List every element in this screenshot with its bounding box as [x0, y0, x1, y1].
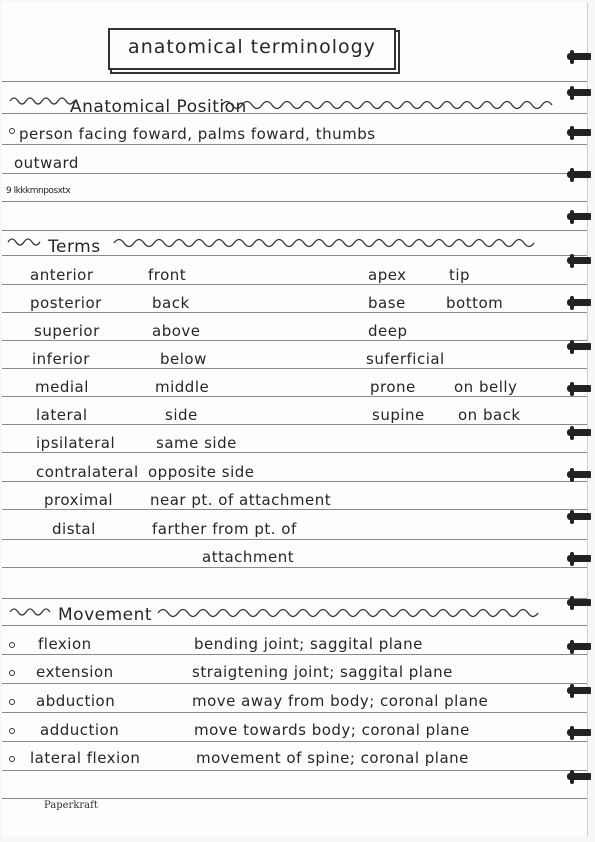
- spiral-ring: [567, 296, 591, 310]
- term-anterior: anterior: [30, 266, 94, 284]
- ruled-line: [2, 173, 587, 174]
- ruled-line: [2, 452, 587, 453]
- spiral-ring: [567, 726, 591, 740]
- term-ipsilateral: ipsilateral: [36, 434, 116, 452]
- term-lateral: lateral: [36, 406, 88, 424]
- spiral-ring: [567, 340, 591, 354]
- spiral-ring: [567, 426, 591, 440]
- term-contralateral: contralateral: [36, 463, 139, 481]
- spiral-ring: [567, 382, 591, 396]
- ruled-line: [2, 424, 587, 425]
- ruled-line: [2, 712, 587, 713]
- term-base: base: [368, 294, 406, 312]
- term-posterior: posterior: [30, 294, 102, 312]
- term-apex: apex: [368, 266, 407, 284]
- spiral-ring: [567, 468, 591, 482]
- heading-squiggle-right: [158, 606, 542, 620]
- spiral-ring: [567, 126, 591, 140]
- term-medial-meaning: middle: [155, 378, 210, 396]
- page-title: anatomical terminology: [128, 36, 376, 58]
- anatomical-position-note: person facing foward, palms foward, thumbs: [19, 125, 376, 143]
- terms-heading: Terms: [48, 237, 101, 257]
- term-posterior-meaning: back: [152, 294, 190, 312]
- ruled-line: [2, 741, 587, 742]
- term-inferior: inferior: [32, 350, 90, 368]
- ruled-line: [2, 598, 587, 599]
- lined-paper: [2, 2, 588, 837]
- bullet: [9, 756, 15, 762]
- heading-squiggle-left: [10, 94, 74, 108]
- spiral-ring: [567, 684, 591, 698]
- spiral-ring: [567, 86, 591, 100]
- term-proximal: proximal: [44, 491, 114, 509]
- term-distal-meaning: farther from pt. of: [152, 520, 297, 538]
- term-inferior-meaning: below: [160, 350, 207, 368]
- term-base-meaning: bottom: [446, 294, 504, 312]
- term-contralateral-meaning: opposite side: [148, 463, 255, 481]
- term-apex-meaning: tip: [449, 266, 471, 284]
- bullet: [9, 642, 15, 648]
- term-superior: superior: [34, 322, 100, 340]
- spiral-ring: [567, 210, 591, 224]
- ruled-line: [2, 368, 587, 369]
- term-suferficial: suferficial: [366, 350, 445, 368]
- ruled-line: [2, 312, 587, 313]
- ruled-line: [2, 770, 587, 771]
- spiral-ring: [567, 254, 591, 268]
- ruled-line: [2, 509, 587, 510]
- anatomical-position-heading: Anatomical Position: [70, 97, 247, 117]
- ruled-line: [2, 81, 587, 82]
- ruled-line: [2, 798, 587, 799]
- heading-squiggle-right: [114, 236, 544, 250]
- term-deep: deep: [368, 322, 408, 340]
- ruled-line: [2, 683, 587, 684]
- movement-lateral-flexion: lateral flexion: [30, 749, 141, 767]
- heading-squiggle-left: [8, 236, 44, 248]
- movement-flexion-meaning: bending joint; saggital plane: [194, 635, 423, 653]
- spiral-ring: [567, 510, 591, 524]
- spiral-ring: [567, 168, 591, 182]
- bullet: [9, 128, 15, 134]
- term-medial: medial: [35, 378, 89, 396]
- movement-extension: extension: [36, 663, 114, 681]
- term-lateral-meaning: side: [165, 406, 198, 424]
- heading-squiggle-left: [10, 606, 50, 618]
- term-prone-meaning: on belly: [454, 378, 518, 396]
- spiral-ring: [567, 552, 591, 566]
- ruled-line: [2, 396, 587, 397]
- movement-lateral-flexion-meaning: movement of spine; coronal plane: [196, 749, 469, 767]
- bullet: [9, 728, 15, 734]
- term-supine-meaning: on back: [458, 406, 521, 424]
- ruled-line: [2, 201, 587, 202]
- anatomical-position-note-continued: outward: [14, 154, 79, 172]
- ruled-line: [2, 539, 587, 540]
- movement-abduction: abduction: [36, 692, 116, 710]
- heading-squiggle-right: [222, 98, 552, 112]
- movement-flexion: flexion: [38, 635, 92, 653]
- spiral-ring: [567, 770, 591, 784]
- spiral-ring: [567, 596, 591, 610]
- spiral-ring: [567, 640, 591, 654]
- ruled-line: [2, 481, 587, 482]
- ruled-line: [2, 625, 587, 626]
- movement-adduction: adduction: [40, 721, 120, 739]
- ruled-line: [2, 284, 587, 285]
- ruled-line: [2, 144, 587, 145]
- spiral-ring: [567, 50, 591, 64]
- ruled-line: [2, 230, 587, 231]
- brand-logo: Paperkraft: [44, 800, 98, 811]
- movement-extension-meaning: straigtening joint; saggital plane: [192, 663, 453, 681]
- term-distal: distal: [52, 520, 96, 538]
- movement-abduction-meaning: move away from body; coronal plane: [192, 692, 489, 710]
- term-superior-meaning: above: [152, 322, 201, 340]
- term-prone: prone: [370, 378, 416, 396]
- movement-heading: Movement: [58, 605, 153, 625]
- scribble-note: 9 lkkkmnposxtx: [6, 186, 71, 196]
- ruled-line: [2, 340, 587, 341]
- ruled-line: [2, 654, 587, 655]
- term-anterior-meaning: front: [148, 266, 187, 284]
- term-distal-meaning-continued: attachment: [202, 548, 295, 566]
- ruled-line: [2, 567, 587, 568]
- title-box: [108, 28, 396, 70]
- bullet: [9, 670, 15, 676]
- bullet: [9, 699, 15, 705]
- movement-adduction-meaning: move towards body; coronal plane: [194, 721, 470, 739]
- term-ipsilateral-meaning: same side: [156, 434, 237, 452]
- term-proximal-meaning: near pt. of attachment: [150, 491, 332, 509]
- term-supine: supine: [372, 406, 425, 424]
